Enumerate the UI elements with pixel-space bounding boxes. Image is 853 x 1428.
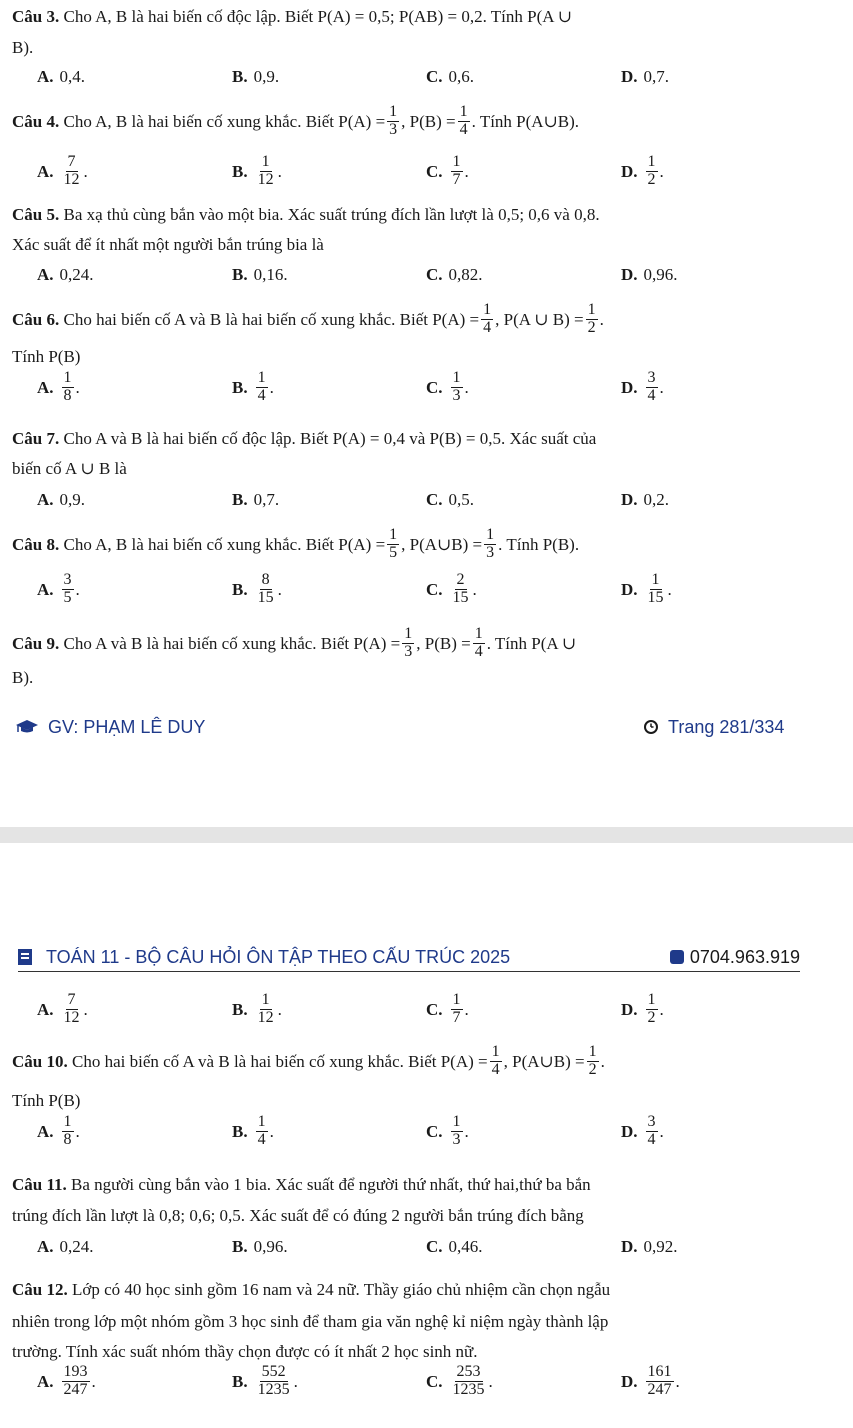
question-9-line2: B).: [12, 668, 34, 687]
option-b[interactable]: B. $\frac{1}{12}$ .: [232, 153, 282, 188]
option-b[interactable]: B. 0,16.: [232, 265, 288, 284]
phone-icon: [670, 950, 684, 964]
option-c[interactable]: C. $\frac{253}{1235}$ .: [426, 1363, 493, 1398]
option-d[interactable]: D. 0,7.: [621, 67, 670, 86]
page-separator: [0, 827, 853, 843]
question-9: Câu 9. Cho A và B là hai biến cố xung khắc. Biết P(A) = $\frac{1}{3}$ , P(B) = $\frac{1}{4}$ . Tính P(A ∪: [12, 625, 577, 660]
fraction: $\frac{1}{3}$: [486, 526, 495, 561]
option-b[interactable]: B. $\frac{1}{4}$ .: [232, 1113, 274, 1148]
question-label: Câu 9.: [12, 633, 60, 653]
question-11: Câu 11. Ba người cùng bắn vào 1 bia. Xác suất để người thứ nhất, thứ hai,thứ ba bắn: [12, 1175, 591, 1194]
question-text: Cho A, B là hai biến cố độc lập. Biết P(A) = 0,5; P(AB) = 0,2. Tính P(A ∪: [63, 7, 573, 26]
question-6: Câu 6. Cho hai biến cố A và B là hai biến cố xung khắc. Biết P(A) = $\frac{1}{4}$ , P(A ∪ B) = $\frac{1}{2}$ .: [12, 301, 604, 336]
option-d[interactable]: D. $\frac{1}{2}$ .: [621, 153, 664, 188]
graduation-cap-icon: [16, 720, 38, 734]
option-b[interactable]: B. 0,96.: [232, 1237, 288, 1256]
option-a[interactable]: A. 0,9.: [37, 490, 86, 509]
question-3-line2: B).: [12, 38, 34, 57]
question-4: Câu 4. Cho A, B là hai biến cố xung khắc. Biết P(A) = $\frac{1}{3}$ , P(B) = $\frac{1}{4}$ . Tính P(A∪B).: [12, 103, 580, 138]
option-c[interactable]: C. $\frac{2}{15}$ .: [426, 571, 477, 606]
question-5-line2: Xác suất để ít nhất một người bắn trúng bia là: [12, 235, 324, 254]
option-a[interactable]: A. $\frac{7}{12}$ .: [37, 153, 88, 188]
option-c[interactable]: C. $\frac{1}{3}$ .: [426, 1113, 469, 1148]
option-d[interactable]: D. 0,92.: [621, 1237, 678, 1256]
option-a[interactable]: A. $\frac{7}{12}$ .: [37, 991, 88, 1026]
fraction: $\frac{1}{2}$: [588, 1043, 597, 1078]
question-12: Câu 12. Lớp có 40 học sinh gồm 16 nam và 24 nữ. Thầy giáo chủ nhiệm cần chọn ngẫu: [12, 1280, 611, 1299]
question-label: Câu 4.: [12, 111, 60, 131]
option-a[interactable]: A. $\frac{3}{5}$ .: [37, 571, 80, 606]
option-b[interactable]: B. $\frac{552}{1235}$ .: [232, 1363, 298, 1398]
fraction: $\frac{1}{4}$: [483, 301, 492, 336]
question-label: Câu 10.: [12, 1051, 68, 1071]
question-8: Câu 8. Cho A, B là hai biến cố xung khắc. Biết P(A) = $\frac{1}{5}$ , P(A∪B) = $\frac{1}{3}$ . Tính P(B).: [12, 526, 580, 561]
option-a[interactable]: A. 0,24.: [37, 265, 94, 284]
header-phone: 0704.963.919: [670, 946, 800, 969]
fraction: $\frac{1}{4}$: [474, 625, 483, 660]
option-a[interactable]: A. 0,4.: [37, 67, 86, 86]
question-12-line3: trường. Tính xác suất nhóm thầy chọn được có ít nhất 2 học sinh nữ.: [12, 1342, 478, 1361]
option-c[interactable]: C. 0,46.: [426, 1237, 483, 1256]
question-label: Câu 12.: [12, 1280, 68, 1299]
option-d[interactable]: D. 0,96.: [621, 265, 678, 284]
question-label: Câu 7.: [12, 429, 60, 448]
question-7-line2: biến cố A ∪ B là: [12, 459, 127, 478]
question-label: Câu 5.: [12, 205, 60, 224]
fraction: $\frac{1}{3}$: [389, 103, 398, 138]
option-c[interactable]: C. $\frac{1}{3}$ .: [426, 369, 469, 404]
header-title: TOÁN 11 - BỘ CÂU HỎI ÔN TẬP THEO CẤU TRÚC 2025: [18, 946, 510, 969]
question-label: Câu 3.: [12, 7, 60, 26]
option-d[interactable]: D. $\frac{3}{4}$ .: [621, 369, 664, 404]
option-b[interactable]: B. 0,7.: [232, 490, 280, 509]
fraction: $\frac{1}{4}$: [491, 1043, 500, 1078]
option-b[interactable]: B. $\frac{1}{12}$ .: [232, 991, 282, 1026]
option-d[interactable]: D. 0,2.: [621, 490, 670, 509]
question-10: Câu 10. Cho hai biến cố A và B là hai biến cố xung khắc. Biết P(A) = $\frac{1}{4}$ , P(A∪B) = $\frac{1}{2}$ .: [12, 1043, 605, 1078]
option-c[interactable]: C. $\frac{1}{7}$ .: [426, 153, 469, 188]
question-10-line2: Tính P(B): [12, 1091, 81, 1110]
option-c[interactable]: C. 0,6.: [426, 67, 475, 86]
option-c[interactable]: C. 0,5.: [426, 490, 475, 509]
option-a[interactable]: A. $\frac{193}{247}$ .: [37, 1363, 96, 1398]
fraction: $\frac{1}{3}$: [404, 625, 413, 660]
fraction: $\frac{1}{2}$: [587, 301, 596, 336]
option-a[interactable]: A. 0,24.: [37, 1237, 94, 1256]
option-b[interactable]: B. $\frac{8}{15}$ .: [232, 571, 282, 606]
page-header: [18, 943, 800, 972]
option-c[interactable]: C. $\frac{1}{7}$ .: [426, 991, 469, 1026]
option-d[interactable]: D. $\frac{3}{4}$ .: [621, 1113, 664, 1148]
question-label: Câu 11.: [12, 1175, 67, 1194]
option-d[interactable]: D. $\frac{1}{2}$ .: [621, 991, 664, 1026]
fraction: $\frac{1}{5}$: [389, 526, 398, 561]
option-b[interactable]: B. $\frac{1}{4}$ .: [232, 369, 274, 404]
question-12-line2: nhiên trong lớp một nhóm gồm 3 học sinh để tham gia văn nghệ kỉ niệm ngày thành lập: [12, 1312, 609, 1331]
footer-author: GV: PHẠM LÊ DUY: [16, 716, 205, 739]
option-a[interactable]: A. $\frac{1}{8}$ .: [37, 369, 80, 404]
question-7: Câu 7. Cho A và B là hai biến cố độc lập. Biết P(A) = 0,4 và P(B) = 0,5. Xác suất của: [12, 429, 597, 448]
book-icon: [18, 949, 32, 965]
clock-icon: [644, 720, 658, 734]
question-6-line2: Tính P(B): [12, 347, 81, 366]
option-d[interactable]: D. $\frac{161}{247}$ .: [621, 1363, 680, 1398]
question-label: Câu 6.: [12, 309, 60, 329]
question-11-line2: trúng đích lần lượt là 0,8; 0,6; 0,5. Xác suất để có đúng 2 người bắn trúng đích bằng: [12, 1206, 584, 1225]
option-c[interactable]: C. 0,82.: [426, 265, 483, 284]
footer-page-number: Trang 281/334: [644, 716, 784, 739]
option-a[interactable]: A. $\frac{1}{8}$ .: [37, 1113, 80, 1148]
question-label: Câu 8.: [12, 534, 60, 554]
option-b[interactable]: B. 0,9.: [232, 67, 280, 86]
option-d[interactable]: D. $\frac{1}{15}$ .: [621, 571, 672, 606]
fraction: $\frac{1}{4}$: [459, 103, 468, 138]
question-3: [12, 6, 572, 27]
question-5: Câu 5. Ba xạ thủ cùng bắn vào một bia. Xác suất trúng đích lần lượt là 0,5; 0,6 và 0,8.: [12, 205, 600, 224]
